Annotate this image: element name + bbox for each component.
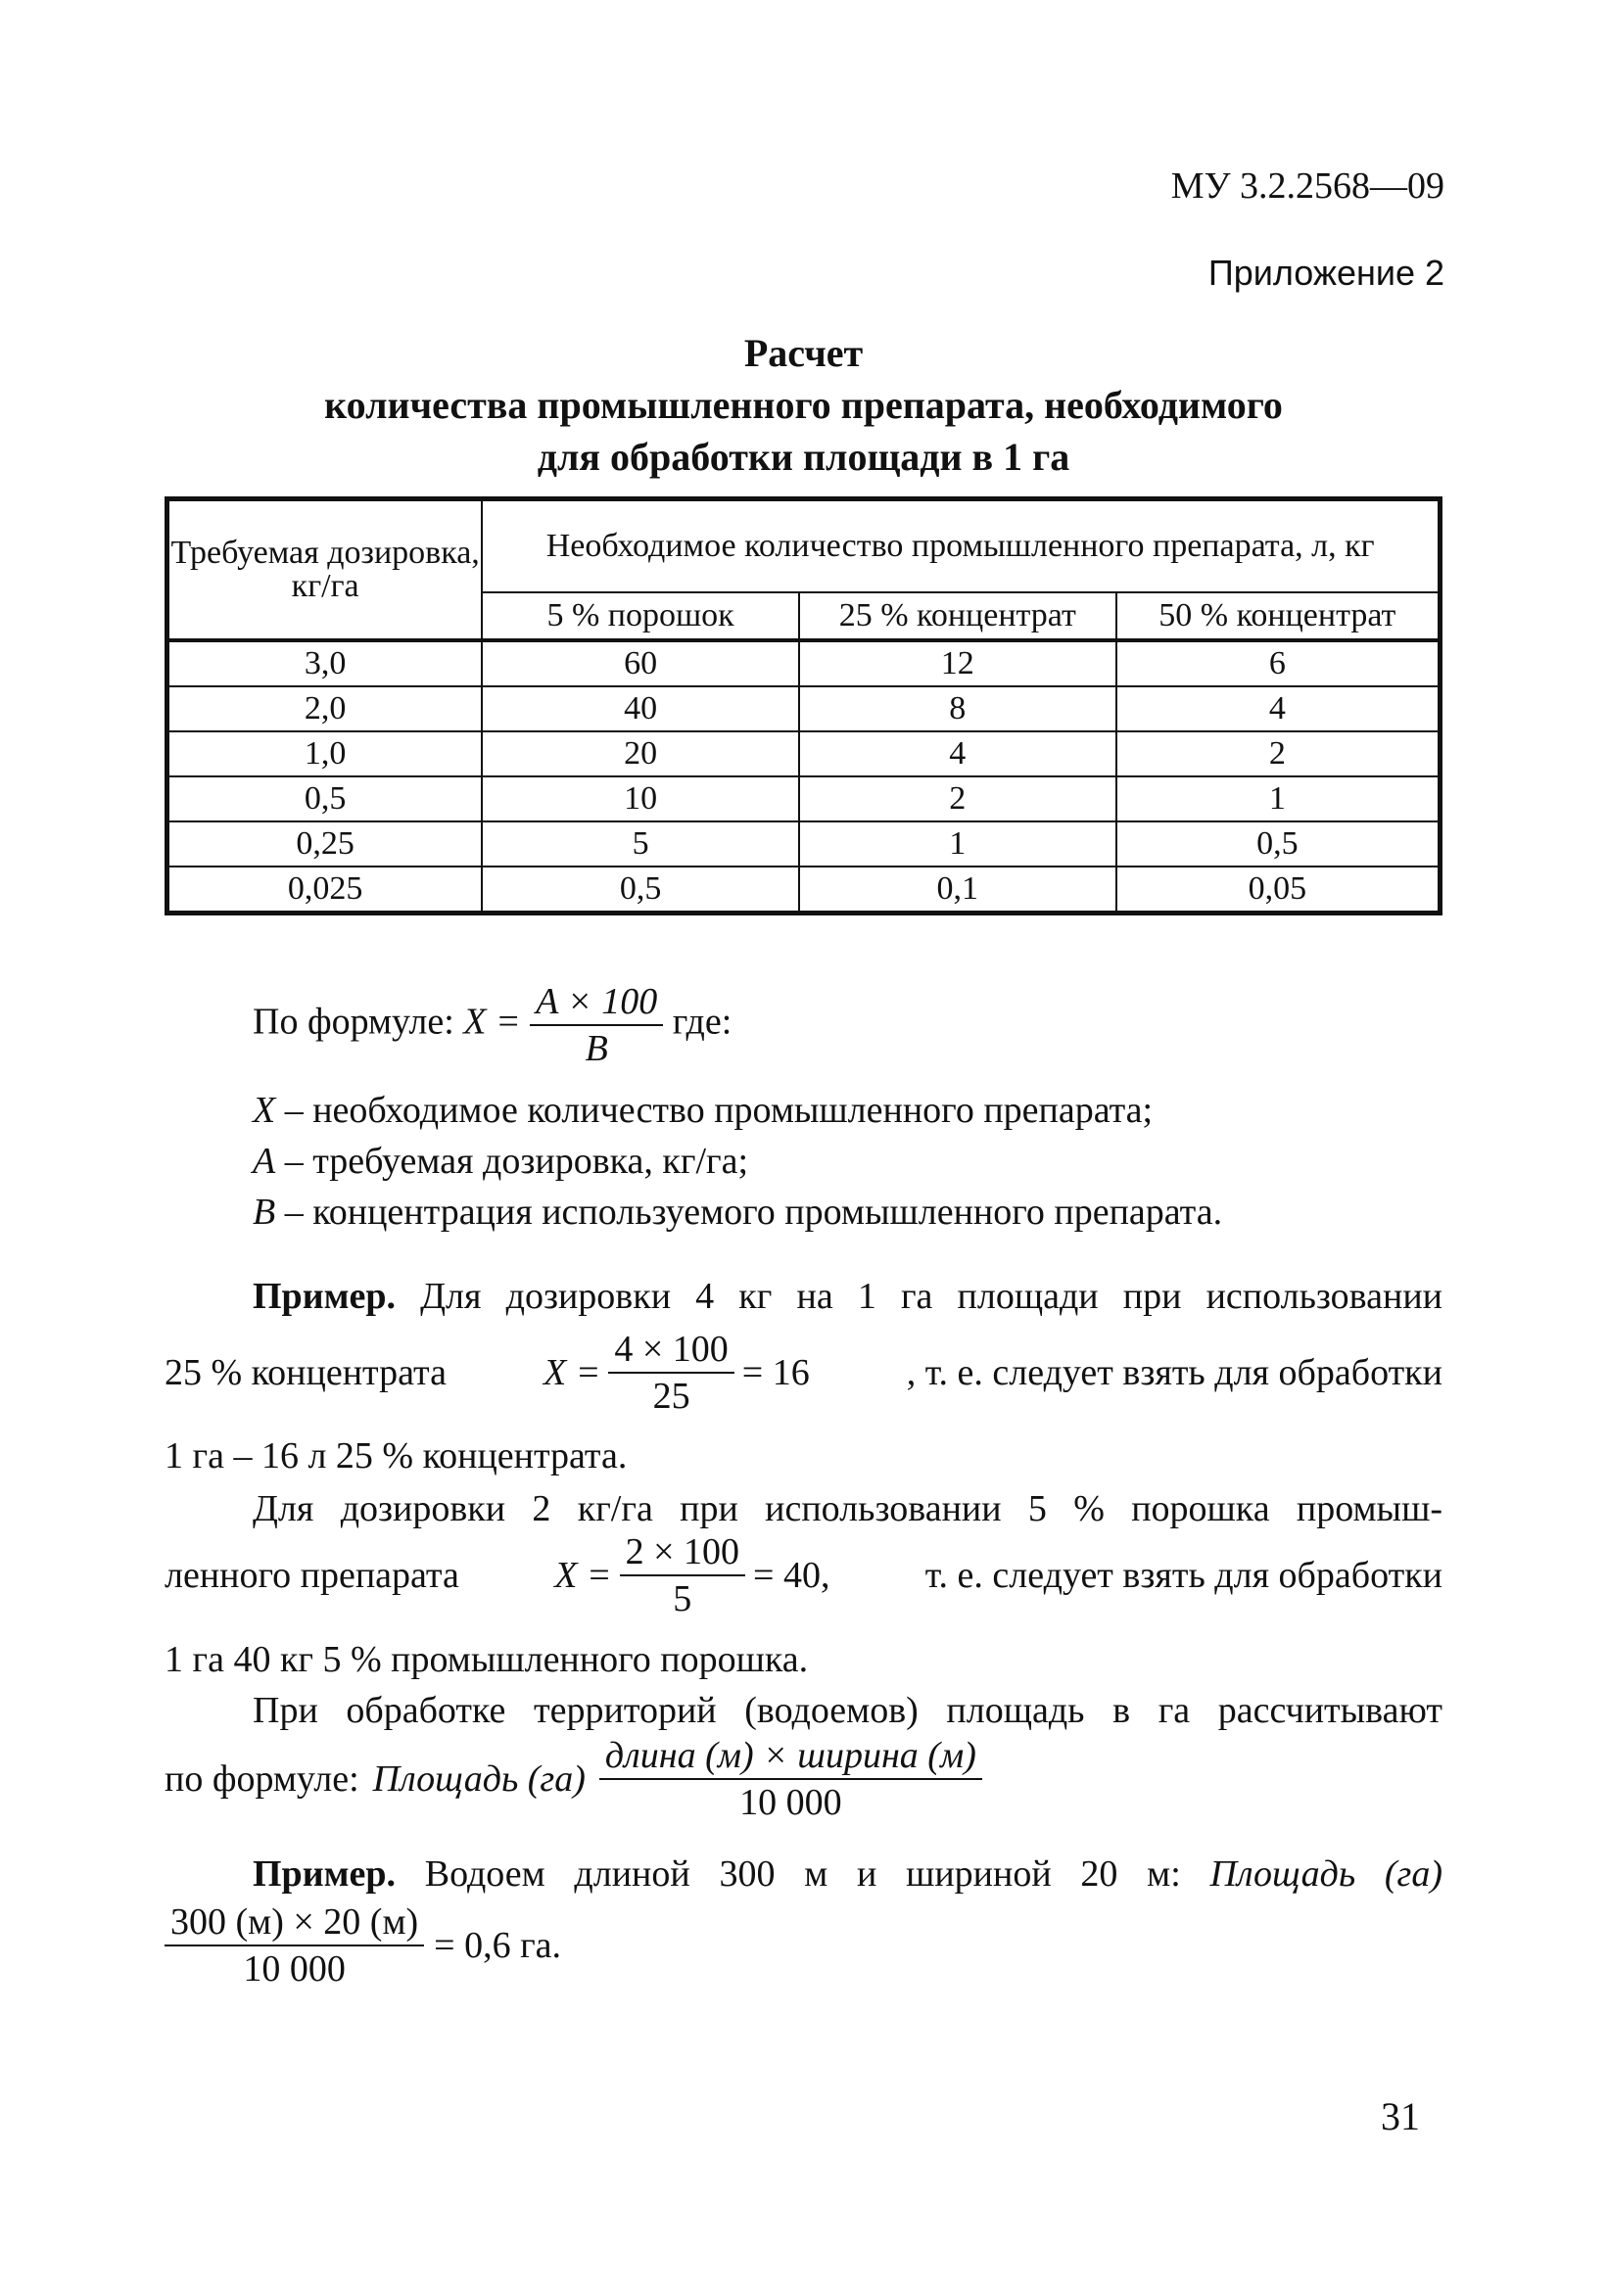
example1-line1-text: Для дозировки 4 кг на 1 га площади при использовании (395, 1276, 1442, 1317)
area-formula (165, 1733, 982, 1825)
table-cell: 2 (799, 776, 1116, 821)
table-cell: 0,5 (482, 867, 799, 914)
page-number: 31 (1381, 2094, 1420, 2138)
table-cell: 8 (799, 686, 1116, 731)
example2-line2 (165, 1529, 1442, 1621)
table-cell: 1 (799, 821, 1116, 867)
example1-line1 (253, 1273, 1442, 1320)
example1-line2 (165, 1327, 1442, 1419)
title-line-1: Расчет (743, 331, 864, 375)
definition-b-text: – концентрация используемого промышленного препарата. (275, 1192, 1223, 1233)
example2-fraction (620, 1529, 745, 1621)
example3-label: Пример. (253, 1853, 396, 1895)
example1-lhs: X = (544, 1352, 601, 1393)
table-row (167, 640, 1441, 686)
area-lhs: Площадь (га) (372, 1758, 586, 1800)
col-header-dosage: Требуемая дозировка, кг/га (167, 499, 483, 641)
table-row (167, 867, 1441, 914)
title-line-2: количества промышленного препарата, необходимого (324, 383, 1283, 427)
example2-prefix: ленного препарата (165, 1555, 459, 1596)
example3-area-label: Площадь (га) (1209, 1853, 1443, 1895)
sub-header-concentrate-50: 50 % концентрат (1116, 592, 1441, 640)
document-code: МУ 3.2.2568—09 (1170, 165, 1444, 207)
example3-numerator: 300 (м) × 20 (м) (165, 1899, 424, 1946)
formula-fraction (530, 979, 663, 1071)
example1-fraction (608, 1327, 733, 1419)
table-cell: 4 (1116, 686, 1441, 731)
formula-lhs: X = (463, 1001, 521, 1043)
table-cell: 2,0 (167, 686, 483, 731)
example1-line3: 1 га – 16 л 25 % концентрата. (165, 1435, 628, 1476)
example1-numerator: 4 × 100 (608, 1327, 733, 1374)
sub-header-concentrate-25: 25 % концентрат (799, 592, 1116, 640)
definition-a (253, 1138, 748, 1185)
example3-line1-text: Водоем длиной 300 м и шириной 20 м: (395, 1853, 1181, 1895)
appendix-label: Приложение 2 (1207, 253, 1444, 293)
table-cell: 0,1 (799, 867, 1116, 914)
definition-a-text: – требуемая дозировка, кг/га; (275, 1141, 749, 1182)
table-cell: 60 (482, 640, 799, 686)
definition-b (253, 1189, 1222, 1236)
area-numerator: длина (м) × ширина (м) (599, 1733, 982, 1780)
table-cell: 40 (482, 686, 799, 731)
table-cell: 0,025 (167, 867, 483, 914)
example3-formula (165, 1899, 561, 1991)
example2-suffix: т. е. следует взять для обработки (924, 1555, 1442, 1596)
table-cell: 4 (799, 731, 1116, 776)
example1-denominator: 25 (652, 1376, 690, 1417)
example1-formula (544, 1327, 810, 1419)
area-fraction (599, 1733, 982, 1825)
example1-suffix: , т. е. следует взять для обработки (906, 1352, 1442, 1393)
example3-fraction (165, 1899, 424, 1991)
example1-label: Пример. (253, 1276, 396, 1317)
table-cell: 12 (799, 640, 1116, 686)
table-cell: 0,5 (1116, 821, 1441, 867)
table-row (167, 686, 1441, 731)
definition-x-text: – необходимое количество промышленного препарата; (275, 1090, 1154, 1131)
example2-denominator: 5 (673, 1578, 692, 1619)
table-cell: 20 (482, 731, 799, 776)
table-cell: 10 (482, 776, 799, 821)
main-formula (253, 979, 732, 1071)
table-row (167, 731, 1441, 776)
sub-header-powder-5: 5 % порошок (482, 592, 799, 640)
formula-numerator: A × 100 (530, 979, 663, 1026)
table-cell: 0,5 (167, 776, 483, 821)
example2-line1: Для дозировки 2 кг/га при использовании 5 % порошка промыш- (253, 1488, 1442, 1529)
table-cell: 3,0 (167, 640, 483, 686)
table-cell: 5 (482, 821, 799, 867)
definition-x (253, 1087, 1153, 1134)
formula-where: где: (672, 1001, 733, 1043)
example2-result: = 40, (753, 1555, 830, 1596)
table-cell: 1,0 (167, 731, 483, 776)
table-cell: 1 (1116, 776, 1441, 821)
symbol-a: A (253, 1141, 276, 1182)
dosage-table (165, 496, 1442, 915)
area-line1: При обработке территорий (водоемов) площадь в га рассчитывают (253, 1690, 1442, 1731)
example1-prefix: 25 % концентрата (165, 1352, 447, 1393)
table-cell: 0,25 (167, 821, 483, 867)
example2-formula (554, 1529, 829, 1621)
table-cell: 0,05 (1116, 867, 1441, 914)
example3-line1 (253, 1851, 1442, 1898)
formula-lead: По формуле: (253, 1001, 454, 1043)
symbol-b: B (253, 1192, 276, 1233)
table-cell: 6 (1116, 640, 1441, 686)
example3-denominator: 10 000 (243, 1948, 346, 1990)
symbol-x: X (253, 1090, 276, 1131)
group-header-amount: Необходимое количество промышленного препарата, л, кг (482, 499, 1440, 593)
table-cell: 2 (1116, 731, 1441, 776)
example1-result: = 16 (741, 1352, 810, 1393)
title-line-3: для обработки площади в 1 га (537, 435, 1070, 479)
example2-numerator: 2 × 100 (620, 1529, 745, 1576)
example3-result: = 0,6 га. (434, 1925, 562, 1966)
example2-line3: 1 га 40 кг 5 % промышленного порошка. (165, 1639, 809, 1680)
formula-denominator: B (585, 1028, 608, 1069)
example2-lhs: X = (554, 1555, 612, 1596)
area-denominator: 10 000 (739, 1782, 842, 1823)
table-row (167, 776, 1441, 821)
table-row (167, 821, 1441, 867)
area-lead: по формуле: (165, 1758, 359, 1800)
